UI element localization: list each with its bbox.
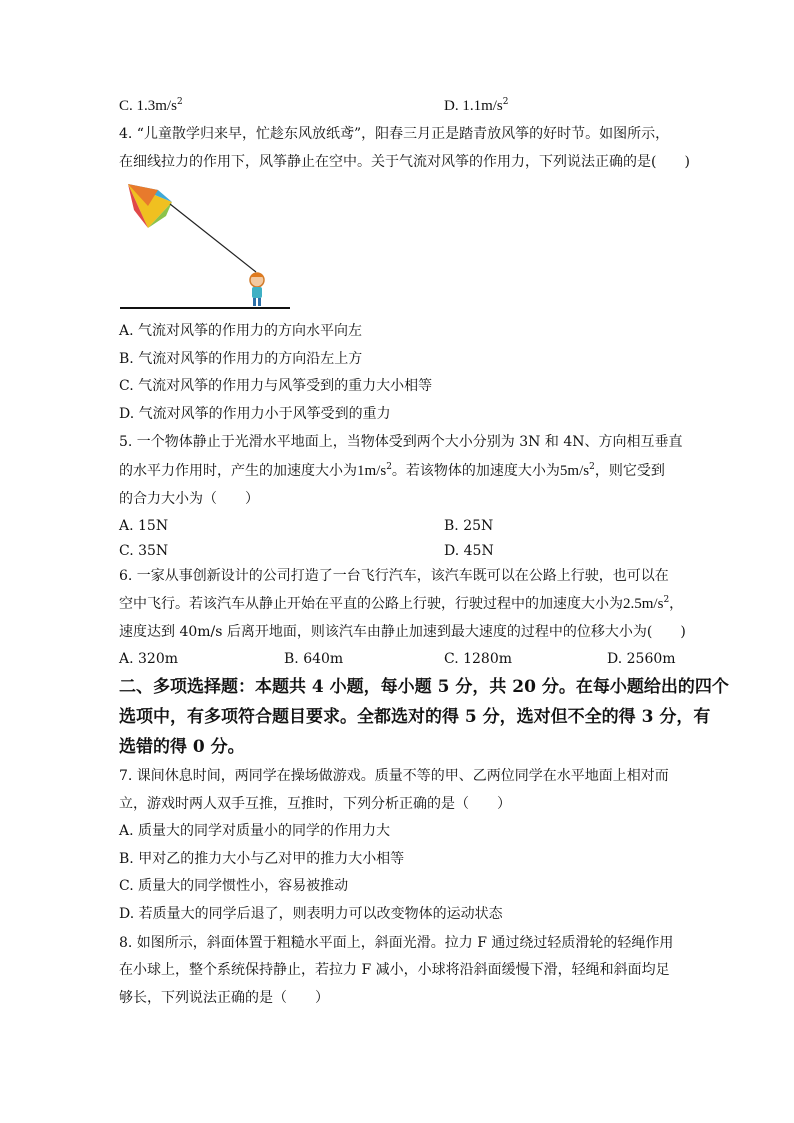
q5-accel-1-exp: 2 [386,462,392,472]
q5-line2-part-a: 的水平力作用时，产生的加速度大小为 [119,463,357,479]
q6-option-a: A. 320m [119,651,179,667]
q7-option-b: B. 甲对乙的推力大小与乙对甲的推力大小相等 [119,851,405,867]
q8-stem-line1: 8. 如图所示，斜面体置于粗糙水平面上，斜面光滑。拉力 F 通过绕过轻质滑轮的轻绳作用 [119,935,674,951]
q3-option-c-exp: 2 [176,97,183,107]
q6-stem-line1: 6. 一家从事创新设计的公司打造了一台飞行汽车，该汽车既可以在公路上行驶，也可以在 [119,568,669,584]
kite-icon [128,184,172,228]
q4-option-c: C. 气流对风筝的作用力与风筝受到的重力大小相等 [119,378,433,394]
q6-accel-exp: 2 [663,595,670,605]
q3-option-c [119,96,183,116]
q6-line2-part-a: 空中飞行。若该汽车从静止开始在平直的公路上行驶，行驶过程中的加速度大小为 [119,596,623,612]
q7-option-d: D. 若质量大的同学后退了，则表明力可以改变物体的运动状态 [119,906,503,922]
section2-heading-line2: 选项中，有多项符合题目要求。全都选对的得 5 分，选对但不全的得 3 分，有 [119,707,711,727]
q5-option-d: D. 45N [444,543,494,559]
q6-option-b: B. 640m [284,651,344,667]
q6-stem-line2 [119,594,683,614]
q7-option-c: C. 质量大的同学惯性小，容易被推动 [119,878,349,894]
q5-line2-part-b: 。若该物体的加速度大小为 [391,463,560,479]
q5-option-b: B. 25N [444,518,494,534]
q3-option-d-text: D. 1.1m/s [444,98,503,114]
q5-option-a: A. 15N [119,518,169,534]
q7-option-a: A. 质量大的同学对质量小的同学的作用力大 [119,823,391,839]
q5-accel-1: 1m/s [357,463,387,479]
q7-stem-line2: 立，游戏时两人双手互推，互推时，下列分析正确的是（ ） [119,796,511,812]
q8-stem-line2: 在小球上，整个系统保持静止，若拉力 F 减小，小球将沿斜面缓慢下滑，轻绳和斜面均足 [119,962,670,978]
q4-option-a: A. 气流对风筝的作用力的方向水平向左 [119,323,363,339]
q3-option-c-text: C. 1.3m/s [119,98,177,114]
q4-stem-line1: 4. “儿童散学归来早，忙趁东风放纸鸢”，阳春三月正是踏青放风筝的好时节。如图所示， [119,126,670,142]
q5-accel-2: 5m/s [559,463,590,479]
section2-heading-line3: 选错的得 0 分。 [119,737,245,757]
q5-option-c: C. 35N [119,543,169,559]
q3-option-d [444,96,509,116]
q6-option-d: D. 2560m [607,651,676,667]
q5-stem-line1: 5. 一个物体静止于光滑水平地面上，当物体受到两个大小分别为 3N 和 4N、方向相互垂直 [119,434,683,450]
q5-accel-2-exp: 2 [589,462,595,472]
kite-string [170,204,256,272]
q6-stem-line3: 速度达到 40m/s 后离开地面，则该汽车由静止加速到最大速度的过程中的位移大小为( ) [119,624,686,640]
q6-option-c: C. 1280m [444,651,513,667]
child-icon [250,273,264,307]
section2-heading-line1: 二、多项选择题：本题共 4 小题，每小题 5 分，共 20 分。在每小题给出的四个 [119,677,729,697]
q7-stem-line1: 7. 课间休息时间，两同学在操场做游戏。质量不等的甲、乙两位同学在水平地面上相对而 [119,768,669,784]
q4-option-b: B. 气流对风筝的作用力的方向沿左上方 [119,351,363,367]
q4-option-d: D. 气流对风筝的作用力小于风筝受到的重力 [119,406,391,422]
q3-option-d-exp: 2 [502,97,509,107]
q5-stem-line2 [119,461,665,481]
q4-stem-line2: 在细线拉力的作用下，风筝静止在空中。关于气流对风筝的作用力，下列说法正确的是( ) [119,154,690,170]
q5-line2-part-c: ，则它受到 [594,463,665,479]
q8-stem-line3: 够长，下列说法正确的是（ ） [119,990,329,1006]
q6-accel: 2.5m/s [623,596,664,612]
q6-line2-part-b: ， [669,596,684,612]
kite-figure [118,180,298,314]
q5-stem-line3: 的合力大小为（ ） [119,491,259,507]
